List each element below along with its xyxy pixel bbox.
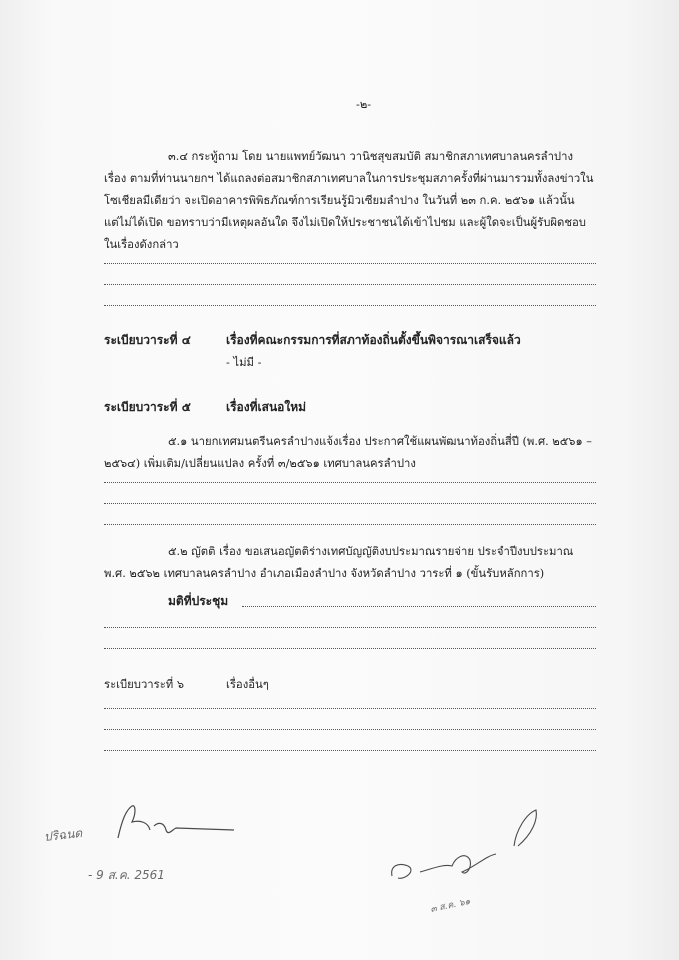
dotted-line <box>242 606 596 607</box>
dotted-line <box>104 263 596 264</box>
agenda-5-label: ระเบียบวาระที่ ๕ <box>104 400 191 414</box>
dotted-line <box>104 648 596 649</box>
dotted-line <box>104 503 596 504</box>
agenda-5-title: เรื่องที่เสนอใหม่ <box>226 400 307 414</box>
dotted-line <box>104 305 596 306</box>
item-3-4-line-4: แต่ไม่ได้เปิด ขอทราบว่ามีเหตุผลอันใด จึงไม่เปิดให้ประชาชนได้เข้าไปชม และผู้ใดจะเป็นผู้รับผิดชอบ <box>104 216 586 229</box>
item-5-2-line-1: ๕.๒ ญัตติ เรื่อง ขอเสนอญัตติร่างเทศบัญญัติงบประมาณรายจ่าย ประจำปีงบประมาณ <box>168 545 574 558</box>
dotted-line <box>104 729 596 730</box>
item-3-4-line-3: โซเชียลมีเดียว่า จะเปิดอาคารพิพิธภัณฑ์การเรียนรู้มิวเซียมลำปาง ในวันที่ ๒๓ ก.ค. ๒๕๖๑ แล้วนั้น <box>104 194 575 207</box>
agenda-4-label: ระเบียบวาระที่ ๔ <box>104 333 191 347</box>
item-5-1-line-2: ๒๕๖๔) เพิ่มเติม/เปลี่ยนแปลง ครั้งที่ ๓/๒๕๖๑ เทศบาลนครลำปาง <box>104 457 416 470</box>
page-number: -๒- <box>356 98 372 111</box>
item-5-1-line-1: ๕.๑ นายกเทศมนตรีนครลำปางแจ้งเรื่อง ประกาศใช้แผนพัฒนาท้องถิ่นสี่ปี (พ.ศ. ๒๕๖๑ – <box>168 435 592 448</box>
agenda-4-title: เรื่องที่คณะกรรมการที่สภาท้องถิ่นตั้งขึ้นพิจารณาเสร็จแล้ว <box>226 333 521 347</box>
dotted-line <box>104 627 596 628</box>
dotted-line <box>104 284 596 285</box>
agenda-6-label: ระเบียบวาระที่ ๖ <box>104 678 184 691</box>
handwritten-date-left: - 9 ส.ค. 2561 <box>88 868 165 882</box>
dotted-line <box>104 708 596 709</box>
dotted-line <box>104 482 596 483</box>
signature-right <box>386 806 556 906</box>
handwritten-note: ปริฉนด <box>43 826 83 844</box>
dotted-line <box>104 524 596 525</box>
dotted-line <box>104 750 596 751</box>
signature-left <box>110 800 240 850</box>
item-5-2-line-2: พ.ศ. ๒๕๖๒ เทศบาลนครลำปาง อำเภอเมืองลำปาง จังหวัดลำปาง วาระที่ ๑ (ขั้นรับหลักการ) <box>104 567 545 580</box>
agenda-6-title: เรื่องอื่นๆ <box>226 678 269 691</box>
resolution-label: มติที่ประชุม <box>168 594 229 608</box>
item-3-4-line-5: ในเรื่องดังกล่าว <box>104 238 179 251</box>
handwritten-date-right: ๓ ส.ค. ๖๑ <box>429 896 472 916</box>
item-3-4-line-1: ๓.๔ กระทู้ถาม โดย นายแพทย์วัฒนา วานิชสุขสมบัติ สมาชิกสภาเทศบาลนครลำปาง <box>168 150 573 163</box>
item-3-4-line-2: เรื่อง ตามที่ท่านนายกฯ ได้แถลงต่อสมาชิกสภาเทศบาลในการประชุมสภาครั้งที่ผ่านมารวมทั้งลงข่าวใน <box>104 172 594 185</box>
agenda-4-note: - ไม่มี - <box>226 356 262 369</box>
